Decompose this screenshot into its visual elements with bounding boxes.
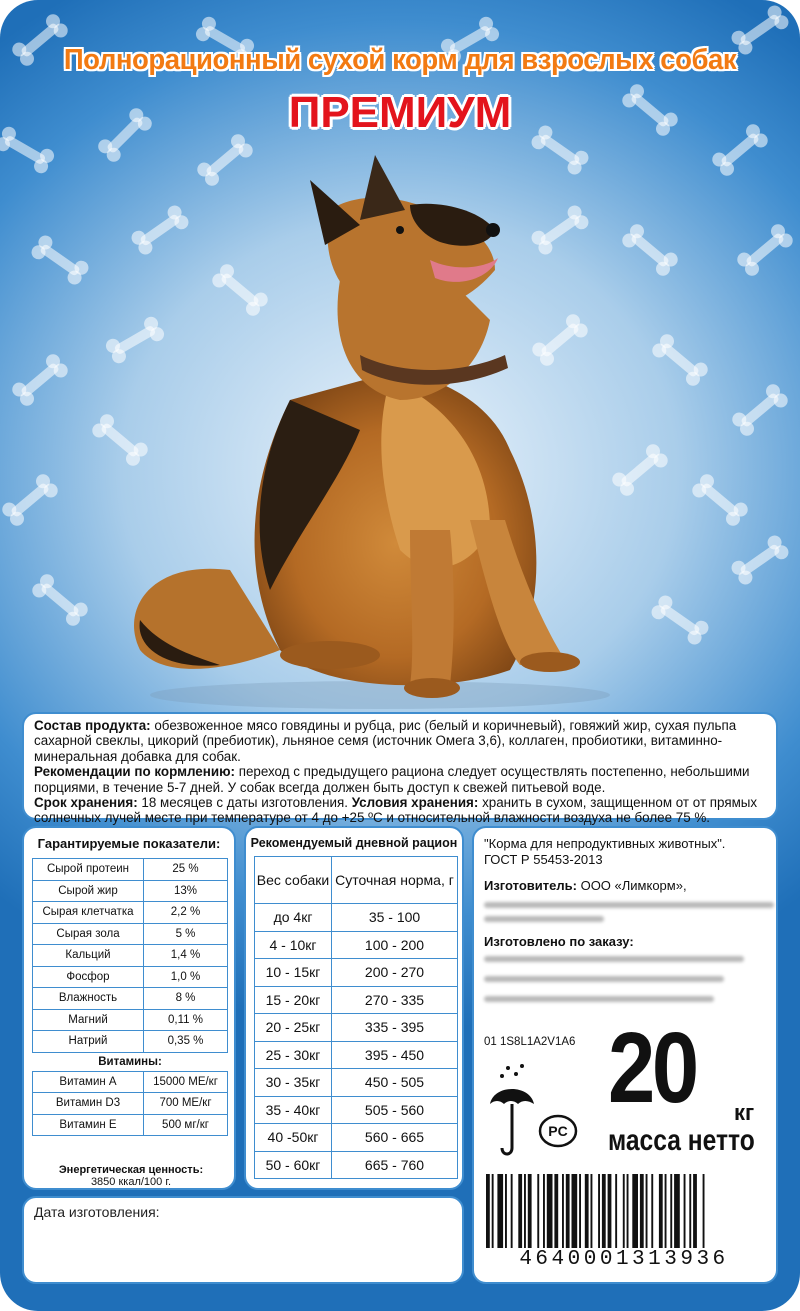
norm-cell: 505 - 560	[332, 1096, 458, 1124]
net-weight-label: масса нетто	[608, 1124, 755, 1157]
barcode-bar	[511, 1174, 513, 1248]
table-row	[255, 986, 458, 1014]
barcode-bar	[689, 1174, 691, 1248]
energy-label: Энергетическая ценность:	[58, 1164, 204, 1176]
ordered-by-label: Изготовлено по заказу:	[484, 934, 634, 949]
shelf-life-label: Срок хранения:	[34, 795, 138, 811]
product-note: "Корма для непродуктивных животных".	[484, 836, 726, 851]
barcode-bar	[608, 1174, 612, 1248]
weight-cell: 10 - 15кг	[255, 959, 332, 987]
barcode-bar	[646, 1174, 648, 1248]
table-header	[255, 857, 458, 904]
umbrella-icon	[488, 1064, 536, 1160]
row-value: 0,35 %	[144, 1031, 228, 1053]
vitamin-name: Витамин Е	[33, 1114, 144, 1136]
barcode-bar	[674, 1174, 680, 1248]
barcode	[484, 1174, 760, 1248]
table-row	[255, 904, 458, 932]
energy-number: 3850 ккал/100 г.	[90, 1176, 172, 1188]
table-row	[255, 1041, 458, 1069]
redacted-text	[484, 902, 774, 908]
diet-panel	[244, 826, 464, 1190]
barcode-bar	[693, 1174, 697, 1248]
diet-title: Рекомендуемый дневной рацион	[250, 836, 458, 850]
barcode-bar	[651, 1174, 653, 1248]
barcode-bar	[615, 1174, 617, 1248]
batch-code: 01 1S8L1A2V1A6	[484, 1036, 576, 1048]
row-value: 0,11 %	[144, 1009, 228, 1031]
row-value: 5 %	[144, 923, 228, 945]
svg-text:PC: PC	[548, 1123, 568, 1139]
barcode-bar	[579, 1174, 581, 1248]
barcode-bar	[497, 1174, 503, 1248]
table-row	[33, 902, 228, 924]
row-name: Сырая зола	[33, 923, 144, 945]
vitamins-title: Витамины:	[98, 1055, 162, 1068]
storage-text: хранить в сухом, защищенном от от прямых солнечных лучей месте при температуре от 4 до +25 ºС и относительной влажности воздуха не более 75 %.	[34, 795, 758, 826]
barcode-bar	[627, 1174, 629, 1248]
norm-cell: 450 - 505	[332, 1069, 458, 1097]
barcode-bar	[585, 1174, 589, 1248]
table-row	[33, 945, 228, 967]
barcode-bar	[632, 1174, 638, 1248]
weight-cell: 4 - 10кг	[255, 931, 332, 959]
gost-standard: ГОСТ Р 55453-2013	[484, 852, 603, 867]
barcode-number: 4640001313936	[519, 1248, 729, 1271]
norm-cell: 665 - 760	[332, 1151, 458, 1179]
ordered-by	[484, 934, 634, 950]
table-row	[255, 1014, 458, 1042]
weight-cell: 50 - 60кг	[255, 1151, 332, 1179]
row-value: 2,2 %	[144, 902, 228, 924]
manufacturer	[484, 878, 687, 894]
energy-value	[30, 1164, 232, 1188]
composition-label: Состав продукта:	[34, 718, 151, 733]
table-row	[255, 1096, 458, 1124]
table-row	[33, 988, 228, 1010]
table-row	[33, 1114, 228, 1136]
vitamins-heading-row	[33, 1052, 228, 1071]
weight-cell: 25 - 30кг	[255, 1041, 332, 1069]
composition-text: обезвоженное мясо говядины и рубца, рис (белый и коричневый), говяжий жир, сухая пульпа сахарной свеклы, цикорий (пребиотик), льняное семя (источник Омега 3,6), коллаген, пробиотики, витаминно-минеральная добавка для собак.	[34, 718, 737, 764]
redacted-text	[484, 976, 724, 982]
norm-cell: 35 - 100	[332, 904, 458, 932]
diet-table	[254, 856, 458, 1179]
norm-cell: 560 - 665	[332, 1124, 458, 1152]
manufacturer-label: Изготовитель:	[484, 878, 577, 893]
right-panel	[472, 826, 778, 1284]
dog-image	[110, 150, 630, 710]
guaranteed-table	[32, 858, 228, 1136]
barcode-bar	[537, 1174, 539, 1248]
table-row	[255, 1124, 458, 1152]
table-row	[33, 1093, 228, 1115]
table-row	[255, 959, 458, 987]
feeding-label: Рекомендации по кормлению:	[34, 764, 235, 780]
premium-label: ПРЕМИУМ	[288, 88, 512, 137]
norm-cell: 270 - 335	[332, 986, 458, 1014]
barcode-bar	[623, 1174, 625, 1248]
vitamin-value: 15000 МЕ/кг	[144, 1071, 228, 1093]
table-row	[33, 1009, 228, 1031]
info-panel	[22, 712, 778, 826]
barcode-bar	[572, 1174, 578, 1248]
weight-cell: 15 - 20кг	[255, 986, 332, 1014]
composition	[34, 718, 766, 764]
row-name: Влажность	[33, 988, 144, 1010]
table-row	[33, 1071, 228, 1093]
barcode-bar	[602, 1174, 606, 1248]
row-name: Сырой протеин	[33, 859, 144, 881]
row-name: Магний	[33, 1009, 144, 1031]
norm-cell: 395 - 450	[332, 1041, 458, 1069]
norm-column-header: Суточная норма, г	[332, 857, 458, 904]
row-name: Натрий	[33, 1031, 144, 1053]
weight-cell: 30 - 35кг	[255, 1069, 332, 1097]
row-name: Кальций	[33, 945, 144, 967]
net-weight-value: 20	[608, 1012, 696, 1124]
guaranteed-title: Гарантируемые показатели:	[37, 836, 221, 851]
weight-unit: кг	[734, 1100, 755, 1125]
table-row	[255, 1069, 458, 1097]
row-value: 1,4 %	[144, 945, 228, 967]
norm-cell: 200 - 270	[332, 959, 458, 987]
barcode-bar	[562, 1174, 564, 1248]
redacted-text	[484, 996, 714, 1002]
vitamin-name: Витамин D3	[33, 1093, 144, 1115]
weight-cell: 35 - 40кг	[255, 1096, 332, 1124]
product-title: Полнорационный сухой корм для взрослых собак	[63, 44, 737, 76]
barcode-bar	[591, 1174, 593, 1248]
barcode-bar	[665, 1174, 667, 1248]
storage-label: Условия хранения:	[351, 795, 479, 811]
row-value: 13%	[144, 880, 228, 902]
row-name: Фосфор	[33, 966, 144, 988]
feeding-text: переход с предыдущего рациона следует осуществлять постепенно, небольшими порциями, в течение 5-7 дней. У собак всегда должен быть доступ к свежей питьевой воде.	[34, 764, 750, 795]
row-name: Сырой жир	[33, 880, 144, 902]
manufacture-date-panel	[22, 1196, 464, 1284]
vitamin-value: 700 МЕ/кг	[144, 1093, 228, 1115]
manufacture-date-label: Дата изготовления:	[34, 1204, 160, 1220]
weight-cell: 40 -50кг	[255, 1124, 332, 1152]
norm-cell: 335 - 395	[332, 1014, 458, 1042]
row-value: 8 %	[144, 988, 228, 1010]
barcode-bar	[528, 1174, 532, 1248]
feeding	[34, 764, 766, 795]
barcode-bar	[505, 1174, 507, 1248]
table-row	[33, 1031, 228, 1053]
table-row	[33, 880, 228, 902]
row-value: 25 %	[144, 859, 228, 881]
table-row	[33, 966, 228, 988]
rst-certification-icon	[538, 1114, 578, 1148]
barcode-bar	[703, 1174, 705, 1248]
barcode-bar	[566, 1174, 570, 1248]
weight-cell: до 4кг	[255, 904, 332, 932]
barcode-bar	[670, 1174, 672, 1248]
table-row	[33, 859, 228, 881]
weight-cell: 20 - 25кг	[255, 1014, 332, 1042]
shelf-life-text: 18 месяцев с даты изготовления.	[137, 795, 352, 811]
manufacturer-name: ООО «Лимкорм»,	[576, 878, 687, 893]
barcode-bar	[543, 1174, 545, 1248]
guaranteed-panel	[22, 826, 236, 1190]
barcode-bar	[518, 1174, 522, 1248]
barcode-bar	[486, 1174, 490, 1248]
weight-column-header: Вес собаки	[255, 857, 332, 904]
table-row	[33, 923, 228, 945]
barcode-bar	[684, 1174, 686, 1248]
barcode-bar	[640, 1174, 644, 1248]
vitamin-name: Витамин А	[33, 1071, 144, 1093]
vitamin-value: 500 мг/кг	[144, 1114, 228, 1136]
barcode-bar	[492, 1174, 494, 1248]
storage	[34, 795, 766, 826]
row-name: Сырая клетчатка	[33, 902, 144, 924]
redacted-text	[484, 956, 744, 962]
barcode-bar	[547, 1174, 553, 1248]
barcode-bar	[554, 1174, 558, 1248]
barcode-bar	[598, 1174, 600, 1248]
table-row	[255, 1151, 458, 1179]
norm-cell: 100 - 200	[332, 931, 458, 959]
redacted-text	[484, 916, 604, 922]
row-value: 1,0 %	[144, 966, 228, 988]
table-row	[255, 931, 458, 959]
barcode-bar	[659, 1174, 663, 1248]
barcode-bar	[524, 1174, 526, 1248]
